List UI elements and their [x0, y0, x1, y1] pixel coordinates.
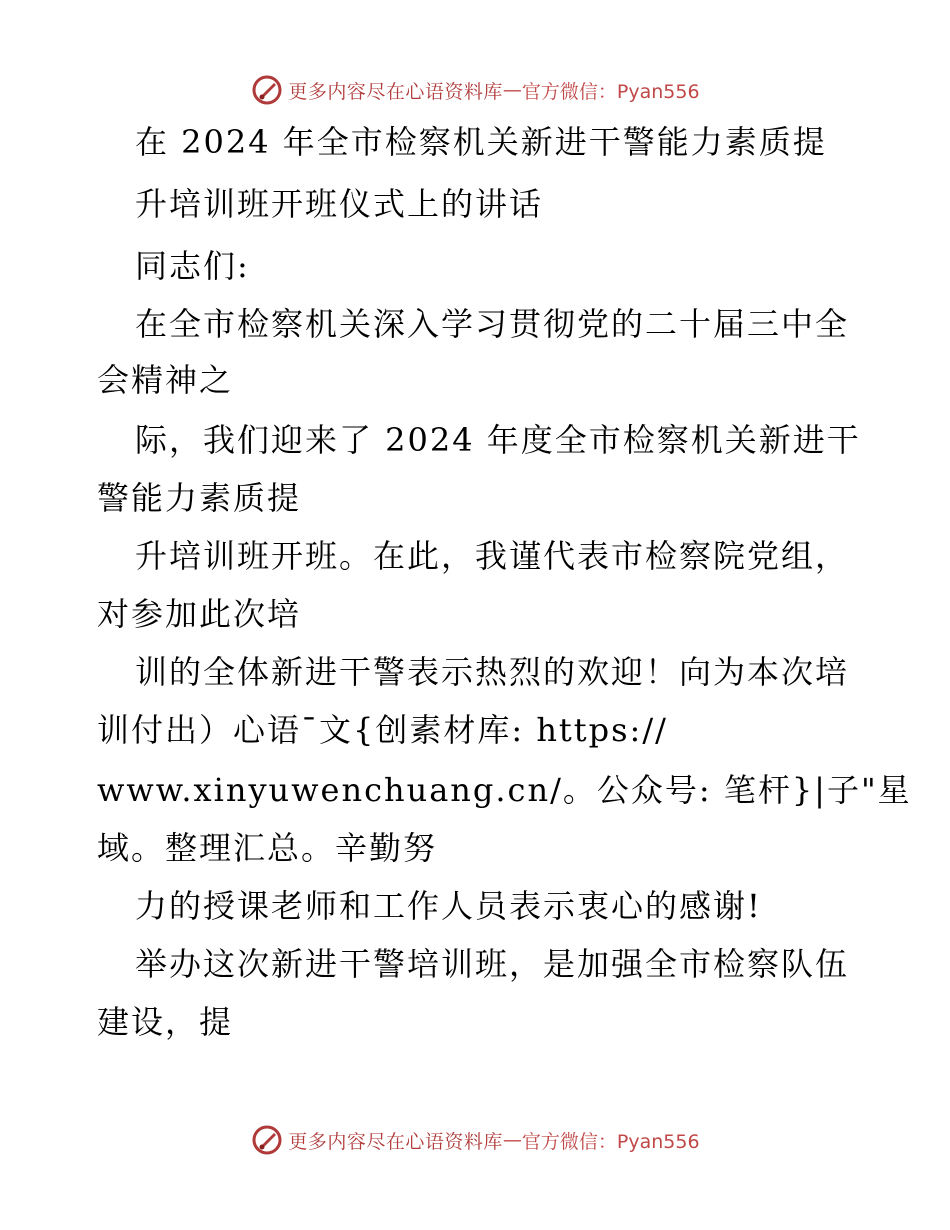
- quill-seal-icon: [250, 1123, 284, 1157]
- paragraph-line: 举办这次新进干警培训班，是加强全市检察队伍: [135, 945, 850, 983]
- paragraph-line: 会精神之: [97, 361, 234, 399]
- paragraph-line: 际，我们迎来了 2024 年度全市检察机关新进干: [135, 421, 861, 459]
- banner-slogan: 更多内容尽在心语资料库: [288, 1130, 503, 1153]
- paragraph-line: 训的全体新进干警表示热烈的欢迎！向为本次培: [135, 653, 850, 691]
- banner-contact: 官方微信：Pyan556: [521, 80, 700, 103]
- paragraph-line: 训付出）心语¯文{创素材库: https://: [97, 711, 668, 749]
- paragraph-line: www.xinyuwenchuang.cn/。公众号: 笔杆}|子"星: [97, 771, 912, 809]
- paragraph-line: 在全市检察机关深入学习贯彻党的二十届三中全: [135, 305, 850, 343]
- paragraph-line: 升培训班开班。在此，我谨代表市检察院党组，: [135, 537, 850, 575]
- header-banner: [0, 70, 950, 110]
- paragraph-line: 对参加此次培: [97, 595, 302, 633]
- paragraph-line: 力的授课老师和工作人员表示衷心的感谢!: [135, 887, 762, 925]
- paragraph-line: 域。整理汇总。辛勤努: [97, 829, 438, 867]
- banner-contact: 官方微信：Pyan556: [521, 1130, 700, 1153]
- quill-seal-icon: [250, 73, 284, 107]
- title-line-2: 升培训班开班仪式上的讲话: [135, 185, 544, 223]
- title-line-1: 在 2024 年全市检察机关新进干警能力素质提: [135, 123, 827, 161]
- paragraph-line: 警能力素质提: [97, 479, 302, 517]
- banner-separator: —: [502, 79, 522, 101]
- banner-slogan: 更多内容尽在心语资料库: [288, 80, 503, 103]
- footer-banner: [0, 1120, 950, 1160]
- banner-separator: —: [502, 1129, 522, 1151]
- paragraph-line: 建设，提: [97, 1003, 234, 1041]
- salutation: 同志们:: [135, 247, 250, 285]
